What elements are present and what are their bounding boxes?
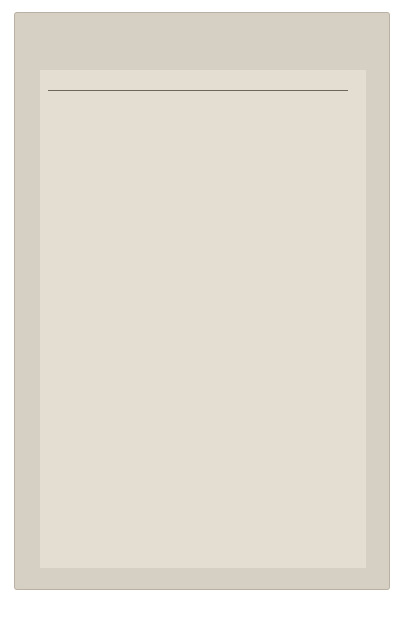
header-rule [48,90,348,91]
page-header [48,70,348,90]
text-block-top [48,96,348,314]
text-block-bottom [48,322,348,558]
